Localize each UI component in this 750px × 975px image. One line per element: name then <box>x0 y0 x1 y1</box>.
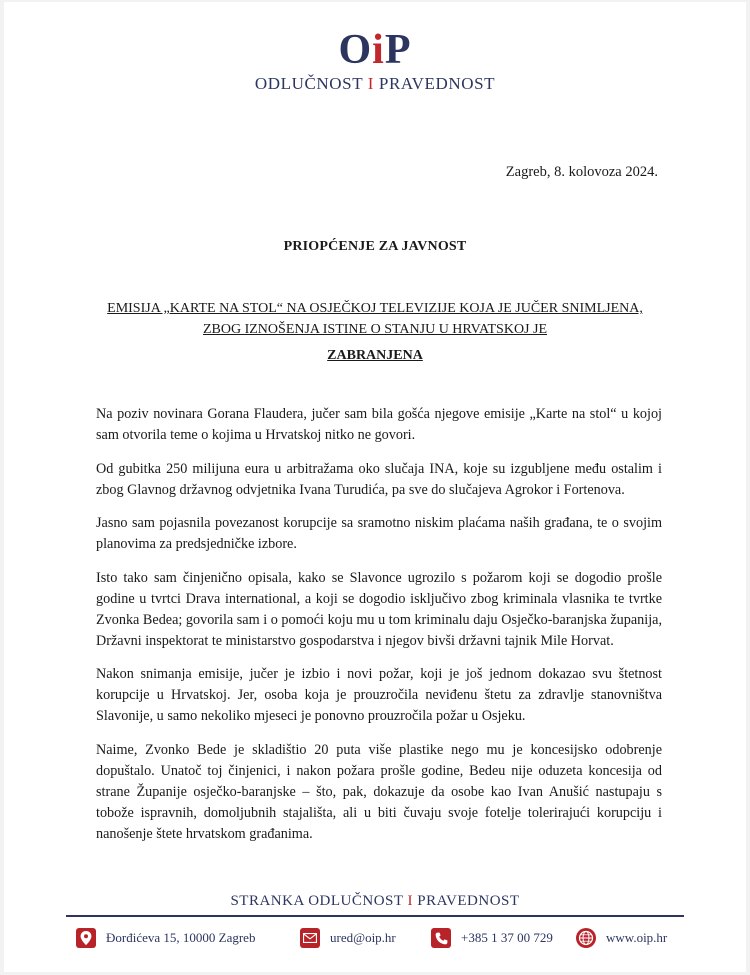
location-pin-icon <box>76 928 96 948</box>
party-logo <box>4 28 746 94</box>
logo-mark: OiP <box>338 27 412 73</box>
headline-line-2: ZBOG IZNOŠENJA ISTINE O STANJU U HRVATSKOJ JE <box>202 322 548 337</box>
headline-emphasis: ZABRANJENA <box>327 348 423 363</box>
contact-website <box>576 928 667 948</box>
headline-line-1: EMISIJA „KARTE NA STOL“ NA OSJEČKOJ TELEVIZIJE KOJA JE JUČER SNIMLJENA, <box>107 301 643 316</box>
logo-org-name: ODLUČNOST I PRAVEDNOST <box>254 74 496 93</box>
phone-number[interactable]: +385 1 37 00 729 <box>461 930 553 945</box>
footer-party-name: STRANKA ODLUČNOST I PRAVEDNOST <box>230 893 520 909</box>
document-page <box>4 2 746 972</box>
paragraph: Nakon snimanja emisije, jučer je izbio i novi požar, koji je još jednom dokazao svu štetnost korupcije u Hrvatskoj. Jer, osoba koja je prouzročila neviđenu štetu za zdravlje stanovništva Slavonije, u samo nekoliko mjeseci je ponovno prouzročila požar u Osjeku. <box>96 666 662 724</box>
footer-divider <box>66 915 684 917</box>
email-link[interactable]: ured@oip.hr <box>330 930 396 945</box>
contact-address <box>76 928 255 948</box>
paragraph: Naime, Zvonko Bede je skladištio 20 puta više plastike nego mu je koncesijsko odobrenje dopuštalo. Unatoč toj činjenici, i nakon požara prošle godine, Bedeu nije oduzeta koncesija od strane Županije osječko-baranjske – što, pak, dokazuje da osobe kao Ivan Anušić nastupaju s tobože ispravnih, domoljubnih stajališta, ali u biti čuvaju svoje fotelje tolerirajući korupciju i nanošenje štete hrvatskom građanima. <box>96 741 662 842</box>
paragraph: Jasno sam pojasnila povezanost korupcije sa sramotno niskim plaćama naših građana, te o svojim planovima za predsjedničke izbore. <box>96 515 662 552</box>
globe-icon <box>576 928 596 948</box>
envelope-icon <box>300 928 320 948</box>
contact-phone <box>431 928 553 948</box>
paragraph: Isto tako sam činjenično opisala, kako se Slavonce ugrozilo s požarom koji se dogodio prošle godine u tvrtci Drava international, a koji se dogodio isključivo zbog kriminala vlasnika te tvrtke Zvonka Bedea; govorila sam i o pomoći koju mu u tom kriminalu daju Osječko-baranjska županija, Državni inspektorat te ministarstvo gospodarstva i njegov bivši državni tajnik Mile Horvat. <box>96 569 662 649</box>
paragraph: Na poziv novinara Gorana Flaudera, jučer sam bila gošća njegove emisije „Karte na stol“ u kojoj sam otvorila teme o kojima u Hrvatskoj nitko ne govori. <box>96 406 662 443</box>
address-text: Đorđićeva 15, 10000 Zagreb <box>106 930 256 945</box>
document-date: Zagreb, 8. kolovoza 2024. <box>505 164 658 180</box>
website-link[interactable]: www.oip.hr <box>606 930 668 945</box>
headline <box>64 298 686 340</box>
phone-icon <box>431 928 451 948</box>
contact-email <box>300 928 396 948</box>
release-title: PRIOPĆENJE ZA JAVNOST <box>283 239 467 254</box>
body-text <box>96 404 662 857</box>
footer-contacts <box>76 928 698 950</box>
paragraph: Od gubitka 250 milijuna eura u arbitražama oko slučaja INA, koje su izgubljene među ostalim i zbog Glavnog državnog odvjetnika Ivana Turudića, pa sve do slučajeva Agrokor i Fortenova. <box>96 460 662 498</box>
